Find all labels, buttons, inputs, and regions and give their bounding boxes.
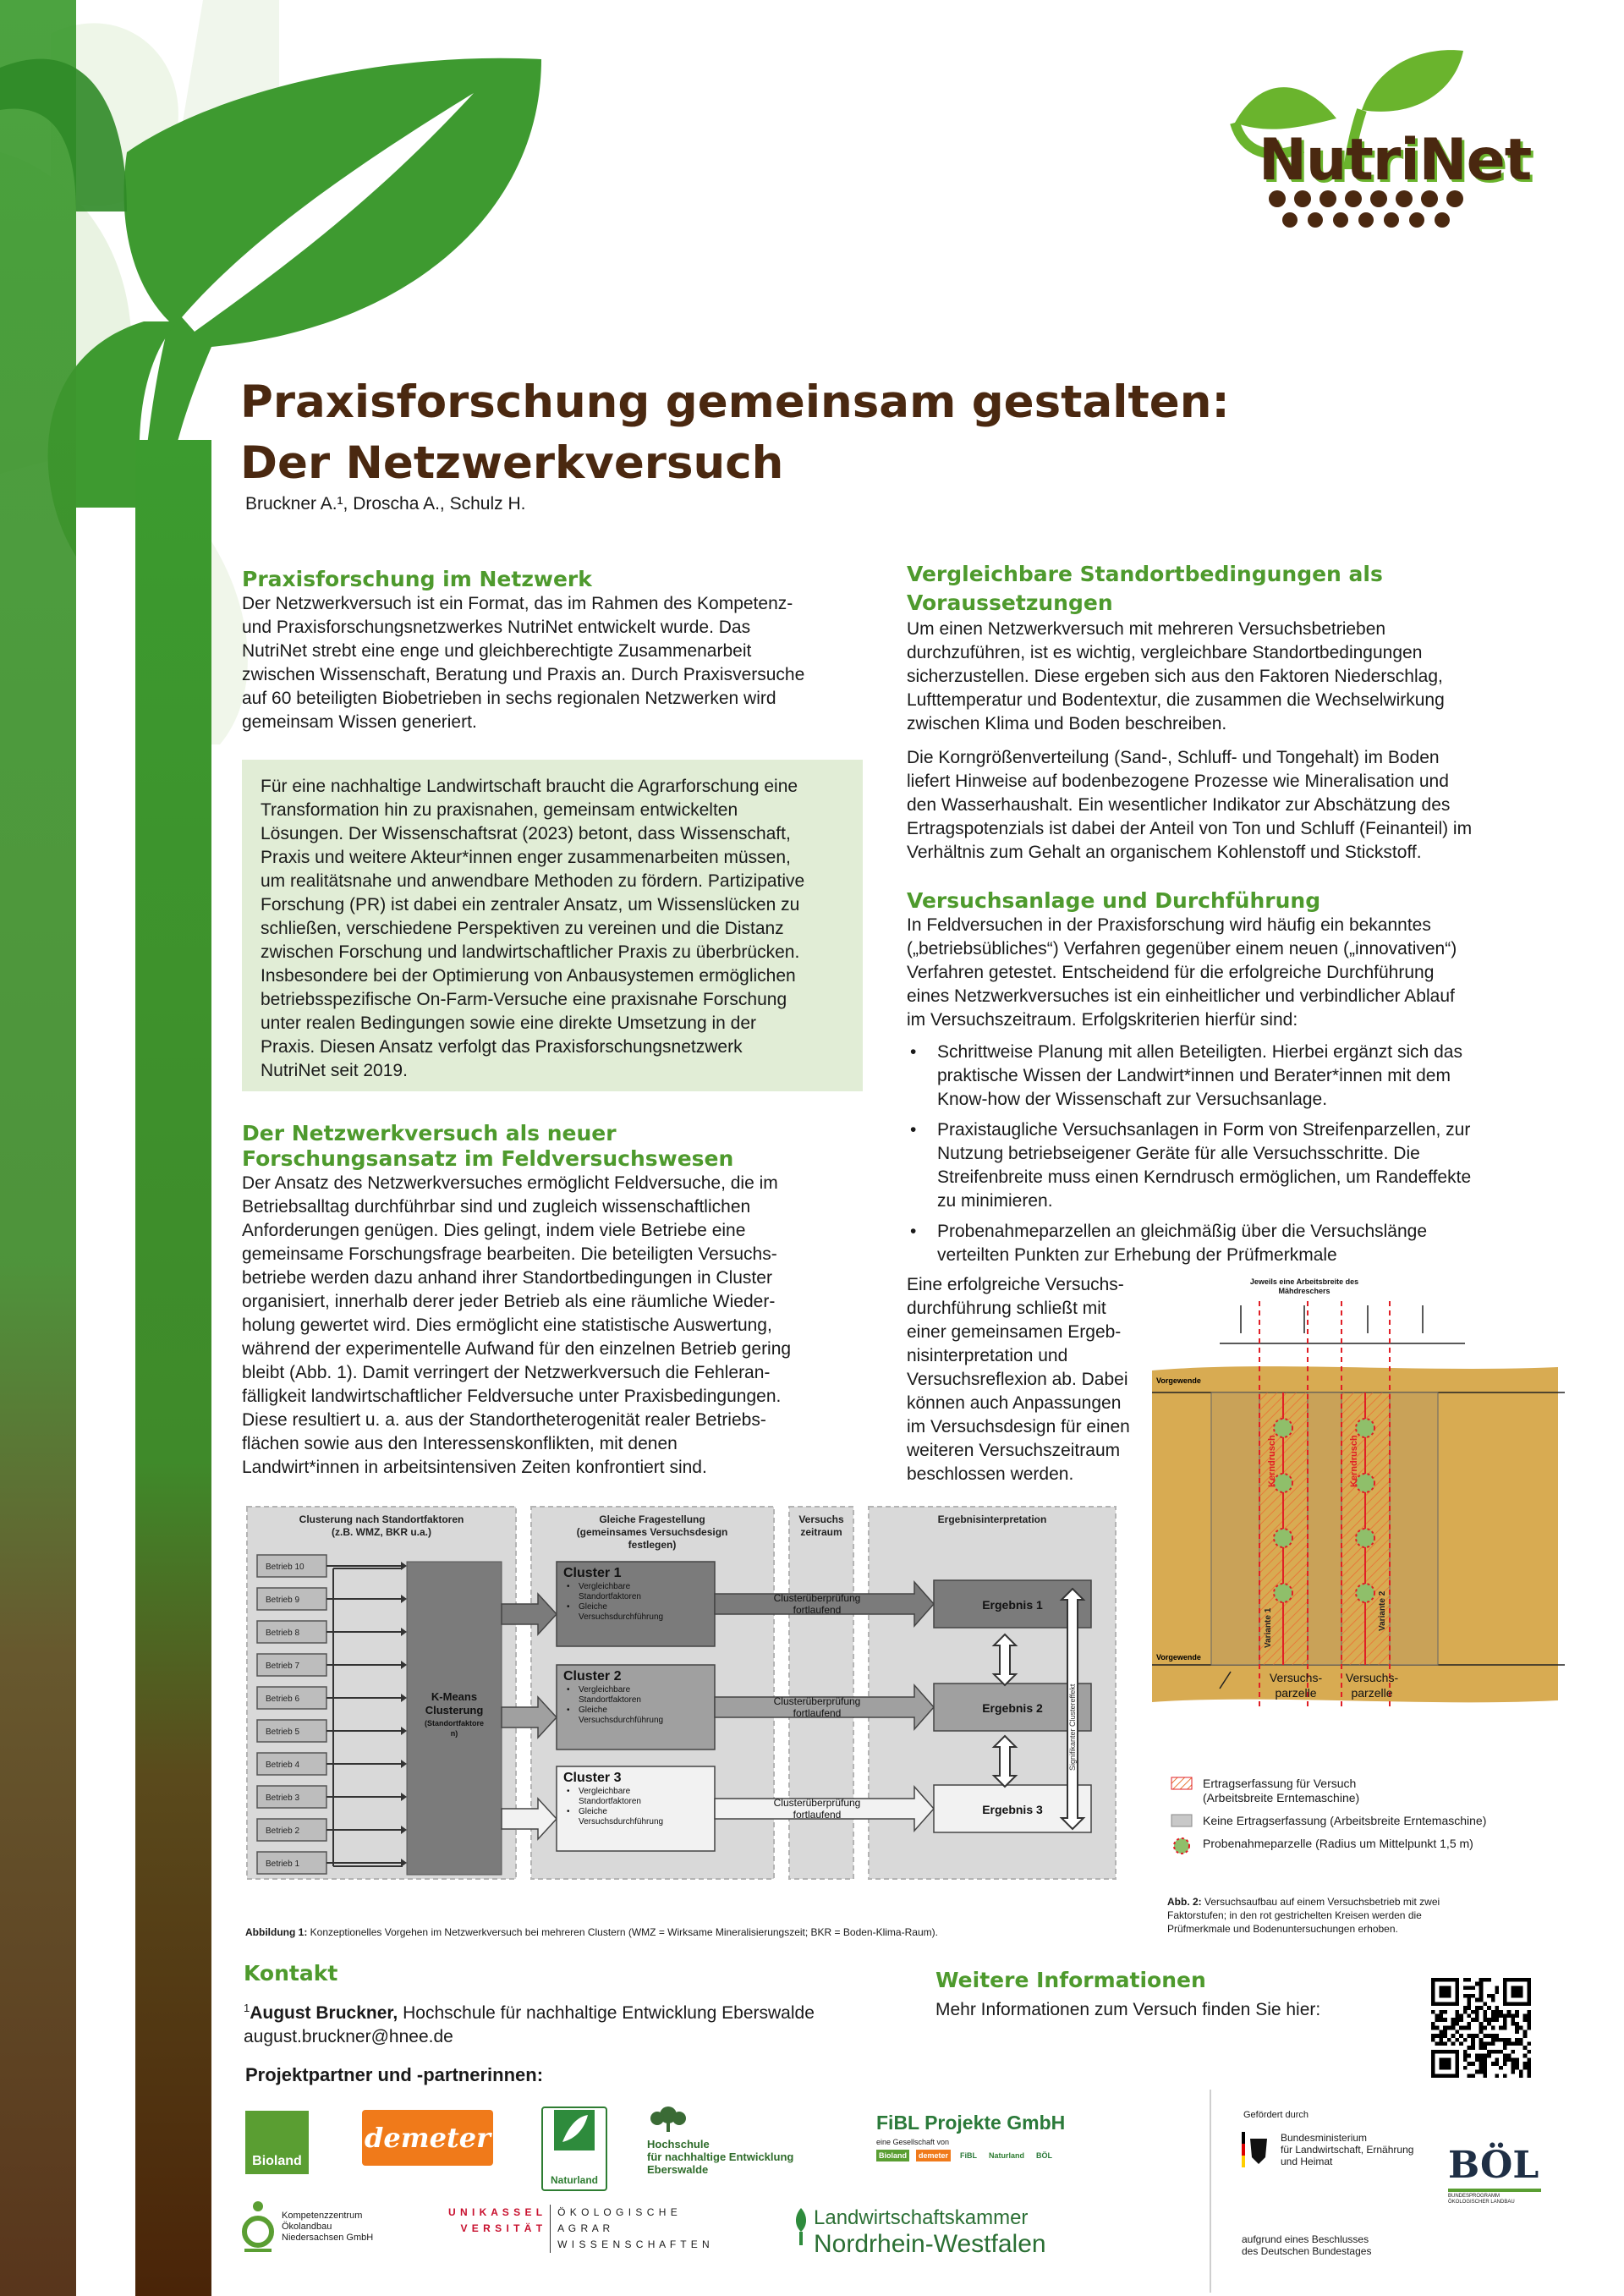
more-info-heading: Weitere Informationen	[935, 1968, 1206, 1992]
uni-kassel-logo: U N I K A S S E L V E R S I T Ä T Ö K O L O G I S C H E A G R A R W I S S E N S C H A F T E N	[448, 2205, 710, 2253]
header-fragestellung: Gleiche Fragestellung	[599, 1513, 705, 1525]
nutrinet-logo	[1184, 42, 1532, 241]
result-label: Ergebnis 1	[982, 1598, 1043, 1612]
highlight-text: Für eine nachhaltige Landwirtschaft braucht die Agrarforschung eine Transformation hin zu praxisnahen, gemeinsam entwickelten Lösungen. Der Wissenschaftsrat (2023) betont, dass Wissenschaft, Praxis und weitere Akteur*innen enger zusammenarbeiten müssen, um realitätsnahe und anwendbare Methoden zu fördern. Partizipative Forschung (PR) ist dabei ein zentraler Ansatz, um Wissenslücken zu schließen, verschiedene Perspektiven zu vereinen und die Distanz zwischen Forschung und landwirtschaftlicher Praxis zu überbrücken. Insbesondere bei der Optimierung von Anbausystemen ermöglichen betriebsspezifische On-Farm-Versuche eine praxisnahe Forschung unter realen Bedingungen sowie eine direkte Umsetzung in der Praxis. Diesen Ansatz verfolgt das Praxisforschungsnetzwerk NutriNet seit 2019.	[261, 777, 805, 1080]
section-text-interpretation: Eine erfolgreiche Versuchs- durchführung schließt mit einer gemeinsamen Ergeb- nisinterpretation und Versuchsreflexion ab. Dabei können auch Anpassungen im Versuchsdesign für einen weiteren Versuchszeitraum beschlossen werden.	[907, 1275, 1130, 1484]
figure-1-caption: Abbildung 1: Konzeptionelles Vorgehen im Netzwerkversuch bei mehreren Clustern (WMZ = Wirksame Mineralisierungszeit; BKR = Boden-Klima-Raum).	[245, 1926, 938, 1938]
parzelle-label-1: Versuchs-	[1269, 1671, 1323, 1684]
parzelle-label-2: Versuchs-	[1345, 1671, 1399, 1684]
contact-affiliation: Hochschule für nachhaltige Entwicklung Eberswalde	[398, 2003, 815, 2023]
bullet: •	[567, 1602, 570, 1612]
vertical-label: Signifikanter Clustereffekt	[1068, 1684, 1077, 1771]
vorgewende-top: Vorgewende	[1156, 1376, 1201, 1385]
section-heading: Vergleichbare Standortbedingungen als Voraussetzungen	[907, 562, 1383, 615]
cluster-title: Cluster 3	[563, 1771, 622, 1785]
list-item: • Praxistaugliche Versuchsanlagen in Form von Streifenparzellen, zur Nutzung betriebseigener Geräte für alle Versuchsschritte. Die Streifenbreite muss einen Kerndrusch ermöglichen, um Randeffekte zu minimieren.	[907, 1118, 1550, 1213]
bmel-logo: Bundesministerium für Landwirtschaft, Ernährung und Heimat	[1242, 2132, 1462, 2167]
cluster-item: Standortfaktoren	[579, 1592, 641, 1601]
section-text: Um einen Netzwerkversuch mit mehreren Versuchsbetrieben durchzuführen, ist es wichtig, vergleichbare Standortbedingungen sicherzustellen. Diese ergeben sich aus den Faktoren Niederschlag, Lufttemperatur und Bodentextur, die zusammen die Wechselwirkung zwischen Klima und Boden beschreiben.	[907, 619, 1445, 733]
lwk-leaf-icon	[793, 2206, 809, 2247]
boel-logo: BÖL BUNDESPROGRAMM ÖKOLOGISCHER LANDBAU	[1448, 2144, 1541, 2205]
kompetenzzentrum-logo: Kompetenzzentrum Ökolandbau Niedersachsen GmbH	[241, 2200, 427, 2254]
hatch-swatch-icon	[1171, 1777, 1193, 1790]
section-heading: Praxisforschung im Netzwerk	[242, 567, 592, 591]
section-heading: Versuchsanlage und Durchführung	[907, 888, 1321, 913]
kompetenzzentrum-icon	[241, 2200, 275, 2254]
svg-text:K-Means: K-Means	[431, 1690, 478, 1703]
svg-text:(gemeinsames Versuchsdesign: (gemeinsames Versuchsdesign	[576, 1526, 728, 1538]
svg-text:Clusterung: Clusterung	[425, 1704, 484, 1717]
top-label: Jeweils eine Arbeitsbreite des	[1249, 1277, 1359, 1286]
figure-2-legend	[1171, 1777, 1568, 1864]
cluster-item: Gleiche	[579, 1602, 607, 1612]
section-praxisforschung	[242, 567, 868, 734]
contact-section: Kontakt $^1$August Bruckner, Hochschule für nachhaltige Entwicklung Eberswalde august.bruckner@hnee.de	[244, 1961, 886, 2049]
qr-code[interactable]	[1431, 1978, 1531, 2078]
funded-by-label: Gefördert durch	[1243, 2110, 1309, 2120]
betrieb-label: Betrieb 6	[266, 1695, 300, 1704]
more-info-text: Mehr Informationen zum Versuch finden Sie hier:	[935, 2000, 1321, 2019]
figure-2-caption: Abb. 2: Versuchsaufbau auf einem Versuchsbetrieb mit zwei Faktorstufen; in den rot gestrichelten Kreisen werden die Prüfmerkmale und Bodenuntersuchungen erhoben.	[1167, 1896, 1440, 1935]
hnee-logo: Hochschule für nachhaltige Entwicklung Eberswalde	[647, 2105, 833, 2176]
contact-heading: Kontakt	[244, 1961, 338, 1986]
cluster-title: Cluster 1	[563, 1566, 622, 1580]
section-text: Der Netzwerkversuch ist ein Format, das im Rahmen des Kompetenz- und Praxisforschungsnetzwerkes NutriNet entwickelt wurde. Das NutriNet strebt eine enge und gleichberechtigte Zusammenarbeit zwischen Wissenschaft, Beratung und Praxis an. Durch Praxisversuche auf 60 beteiligten Biobetrieben in sechs regionalen Netzwerken wird gemeinsam Wissen generiert.	[242, 594, 805, 732]
betrieb-label: Betrieb 8	[266, 1629, 300, 1638]
highlight-box	[242, 760, 863, 1091]
title-line-1: Praxisforschung gemeinsam gestalten:	[240, 376, 1230, 428]
cluster-item: Versuchsdurchführung	[579, 1817, 664, 1826]
column-versuchszeitraum	[789, 1507, 853, 1879]
cluster-item: Vergleichbare	[579, 1685, 631, 1695]
legend-item: Probenahmeparzelle (Radius um Mittelpunkt 1,5 m)	[1171, 1837, 1568, 1855]
section-standortbedingungen	[907, 560, 1550, 865]
svg-text:parzelle: parzelle	[1351, 1686, 1393, 1700]
bullet: •	[567, 1582, 570, 1591]
arrow-label: Clusterüberprüfung	[773, 1695, 861, 1707]
svg-text:Mähdreschers: Mähdreschers	[1278, 1287, 1330, 1295]
result-label: Ergebnis 2	[982, 1701, 1043, 1715]
list-item: • Schrittweise Planung mit allen Beteiligten. Hierbei ergänzt sich das praktische Wissen der Landwirt*innen und Berater*innen mit dem Know-how der Wissenschaft zur Versuchsanlage.	[907, 1041, 1550, 1112]
cluster-item: Vergleichbare	[579, 1582, 631, 1591]
betrieb-label: Betrieb 3	[266, 1793, 300, 1803]
svg-text:parzelle: parzelle	[1275, 1686, 1317, 1700]
cluster-item: Gleiche	[579, 1706, 607, 1715]
variante-1-label: Variante 1	[1264, 1607, 1273, 1648]
fibl-logo: FiBL Projekte GmbH eine Gesellschaft von Bioland demeter FiBL Naturland BÖL	[876, 2112, 1066, 2160]
betrieb-label: Betrieb 5	[266, 1727, 300, 1737]
figure-1-diagram	[242, 1504, 1122, 1881]
svg-text:(z.B. WMZ, BKR u.a.): (z.B. WMZ, BKR u.a.)	[332, 1526, 431, 1538]
title-line-2: Der Netzwerkversuch	[240, 437, 784, 489]
svg-text:fortlaufend: fortlaufend	[793, 1809, 842, 1821]
contact-email[interactable]: august.bruckner@hnee.de	[244, 2027, 453, 2046]
contact-name: August Bruckner,	[250, 2003, 398, 2023]
svg-text:(Standortfaktore: (Standortfaktore	[424, 1719, 485, 1727]
section-text-2: Die Korngrößenverteilung (Sand-, Schluff- und Tongehalt) im Boden liefert Hinweise auf bodenbezogene Prozesse wie Mineralisation und den Wasserhaushalt. Ein wesentlicher Indikator zur Abschätzung des Ertragspotenzials ist dabei der Anteil von Ton und Schluff (Feinanteil) im Verhältnis zum Gehalt an organischem Kohlenstoff und Stickstoff.	[907, 748, 1473, 862]
section-text: In Feldversuchen in der Praxisforschung wird häufig ein bekanntes („betriebsübliches“) Verfahren gegenüber einem neuen („innovativen“) Verfahren getestet. Entscheidend für die erfolgreiche Durchführung eines Netzwerkversuches ist ein einheitlicher und verbindlicher Ablauf im Versuchszeitraum. Erfolgskriterien hierfür sind:	[907, 915, 1457, 1030]
svg-text:n): n)	[450, 1729, 458, 1738]
logo-text: NutriNet	[1259, 127, 1532, 194]
bullet: •	[567, 1787, 570, 1796]
cluster-item: Versuchsdurchführung	[579, 1612, 664, 1622]
svg-text:zeitraum: zeitraum	[800, 1526, 842, 1538]
cluster-title: Cluster 2	[563, 1669, 622, 1684]
header-clusterung: Clusterung nach Standortfaktoren	[299, 1513, 464, 1525]
betrieb-label: Betrieb 1	[266, 1859, 300, 1869]
cluster-item: Gleiche	[579, 1807, 607, 1816]
cluster-item: Vergleichbare	[579, 1787, 631, 1796]
svg-text:fortlaufend: fortlaufend	[793, 1604, 842, 1616]
authors: Bruckner A.¹, Droscha A., Schulz H.	[245, 494, 526, 514]
arrow-label: Clusterüberprüfung	[773, 1592, 861, 1604]
betrieb-label: Betrieb 9	[266, 1596, 300, 1605]
vorgewende-bottom: Vorgewende	[1156, 1653, 1201, 1662]
bullet: •	[567, 1807, 570, 1816]
list-item: • Probenahmeparzellen an gleichmäßig über die Versuchslänge verteilten Punkten zur Erhebung der Prüfmerkmale	[907, 1220, 1550, 1267]
betrieb-label: Betrieb 4	[266, 1760, 300, 1770]
svg-text:fortlaufend: fortlaufend	[793, 1707, 842, 1719]
demeter-logo: demeter	[362, 2110, 493, 2166]
kerndrusch-label-1: Kerndrusch	[1267, 1435, 1277, 1487]
arrow-label: Clusterüberprüfung	[773, 1797, 861, 1809]
grey-swatch-icon	[1171, 1814, 1193, 1827]
kmeans-box	[407, 1562, 502, 1875]
partners-heading: Projektpartner und -partnerinnen:	[245, 2064, 544, 2085]
legend-item: Ertragserfassung für Versuch (Arbeitsbreite Erntemaschine)	[1171, 1777, 1568, 1805]
bioland-logo: Bioland	[245, 2111, 309, 2174]
divider	[1210, 2090, 1211, 2293]
bundestag-note: aufgrund eines Beschlusses des Deutschen Bundestages	[1242, 2233, 1372, 2257]
result-label: Ergebnis 3	[982, 1803, 1043, 1816]
section-heading: Der Netzwerkversuch als neuer Forschungsansatz im Feldversuchswesen	[242, 1121, 734, 1171]
figure-2-field-diagram	[1144, 1267, 1565, 1741]
more-info-section	[935, 1968, 1409, 2022]
section-netzwerkversuch	[242, 1121, 868, 1480]
section-versuchsanlage	[907, 888, 1550, 1274]
bullet: •	[567, 1685, 570, 1695]
cluster-item: Versuchsdurchführung	[579, 1716, 664, 1725]
betrieb-label: Betrieb 2	[266, 1826, 300, 1836]
tree-icon	[647, 2105, 689, 2134]
variante-2-label: Variante 2	[1378, 1590, 1387, 1631]
betrieb-label: Betrieb 10	[266, 1563, 304, 1572]
cluster-item: Standortfaktoren	[579, 1695, 641, 1705]
criteria-list	[907, 1041, 1550, 1267]
page-title	[240, 372, 1255, 494]
section-text: Der Ansatz des Netzwerkversuches ermöglicht Feldversuche, die im Betriebsalltag durchführbar sind und zugleich wissenschaftlichen Anforderungen genügen. Dies gelingt, indem viele Betriebe eine gemeinsame Forschungsfrage bearbeiten. Die beteiligten Versuchs- betriebe werden dazu anhand ihrer Standortbedingungen in Cluster organisiert, innerhalb derer jeder Betrieb als eine räumliche Wieder- holung gewertet wird. Dies ermöglicht eine statistische Auswertung, während der experimentelle Aufwand für den einzelnen Betrieb gering bleibt (Abb. 1). Damit verringert der Netzwerkversuch die Fehleran- fälligkeit landwirtschaftlicher Feldversuche unter Praxisbedingungen. Diese resultiert u. a. aus der Standortheterogenität realer Betriebs- flächen sowie aus den Interessenskonflikten, mit denen Landwirt*innen in arbeitsintensiven Zeiten konfrontiert sind.	[242, 1173, 792, 1477]
cluster-item: Standortfaktoren	[579, 1797, 641, 1806]
legend-item: Keine Ertragserfassung (Arbeitsbreite Erntemaschine)	[1171, 1814, 1568, 1828]
lwk-nrw-logo: Landwirtschaftskammer Nordrhein-Westfalen	[793, 2206, 1046, 2260]
bullet: •	[567, 1706, 570, 1715]
kerndrusch-label-2: Kerndrusch	[1349, 1435, 1359, 1487]
header-versuchszeitraum: Versuchs	[798, 1513, 844, 1525]
svg-text:festlegen): festlegen)	[628, 1539, 677, 1551]
naturland-leaf-icon	[552, 2108, 596, 2152]
circle-swatch-icon	[1171, 1837, 1193, 1855]
naturland-logo: Naturland	[541, 2106, 607, 2191]
betrieb-label: Betrieb 7	[266, 1662, 300, 1671]
federal-eagle-icon	[1242, 2132, 1272, 2167]
header-ergebnis: Ergebnisinterpretation	[937, 1513, 1047, 1525]
